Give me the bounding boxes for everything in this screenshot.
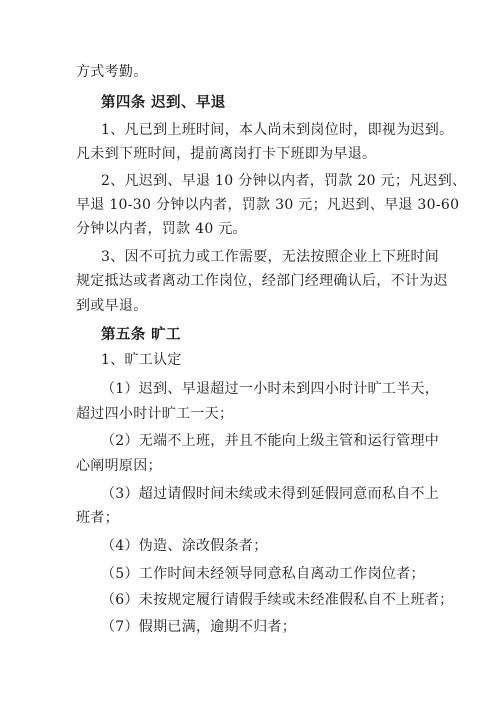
text-line-10: 到或早退。 (76, 298, 148, 314)
section-heading-article-5: 第五条 旷工 (101, 327, 181, 343)
text-line-7: 分钟以内者，罚款 40 元。 (76, 221, 247, 237)
text-line-3: 1、凡已到上班时间，本人尚未到岗位时，即视为迟到。 (101, 122, 454, 138)
text-line-21: （6）未按规定履行请假手续或未经准假私自不上班者； (101, 592, 454, 608)
text-line-5: 2、凡迟到、早退 10 分钟以内者，罚款 20 元；凡迟到、 (101, 173, 467, 189)
text-line-1: 方式考勤。 (76, 64, 148, 80)
text-line-4: 凡未到下班时间，提前离岗打卡下班即为早退。 (76, 146, 377, 162)
text-line-15: （2）无端不上班，并且不能向上级主管和运行管理中 (101, 433, 440, 449)
text-line-9: 规定抵达或者离动工作岗位，经部门经理确认后，不计为迟 (76, 273, 448, 289)
text-line-14: 超过四小时计旷工一天； (76, 406, 234, 422)
text-line-13: （1）迟到、早退超过一小时未到四小时计旷工半天， (101, 381, 440, 397)
text-line-6: 早退 10-30 分钟以内者，罚款 30 元；凡迟到、早退 30-60 (76, 197, 460, 213)
text-line-18: 班者； (76, 510, 119, 526)
text-line-19: （4）伪造、涂改假条者； (101, 538, 268, 554)
text-line-20: （5）工作时间未经领导同意私自离动工作岗位者； (101, 566, 425, 582)
section-heading-article-4: 第四条 迟到、早退 (101, 95, 226, 111)
text-line-22: （7）假期已满，逾期不归者； (101, 619, 297, 635)
text-line-12: 1、旷工认定 (101, 352, 182, 368)
text-line-8: 3、因不可抗力或工作需要，无法按照企业上下班时间 (101, 249, 440, 265)
text-line-16: 心阐明原因； (76, 458, 162, 474)
text-line-17: （3）超过请假时间未续或未得到延假同意而私自不上 (101, 486, 440, 502)
